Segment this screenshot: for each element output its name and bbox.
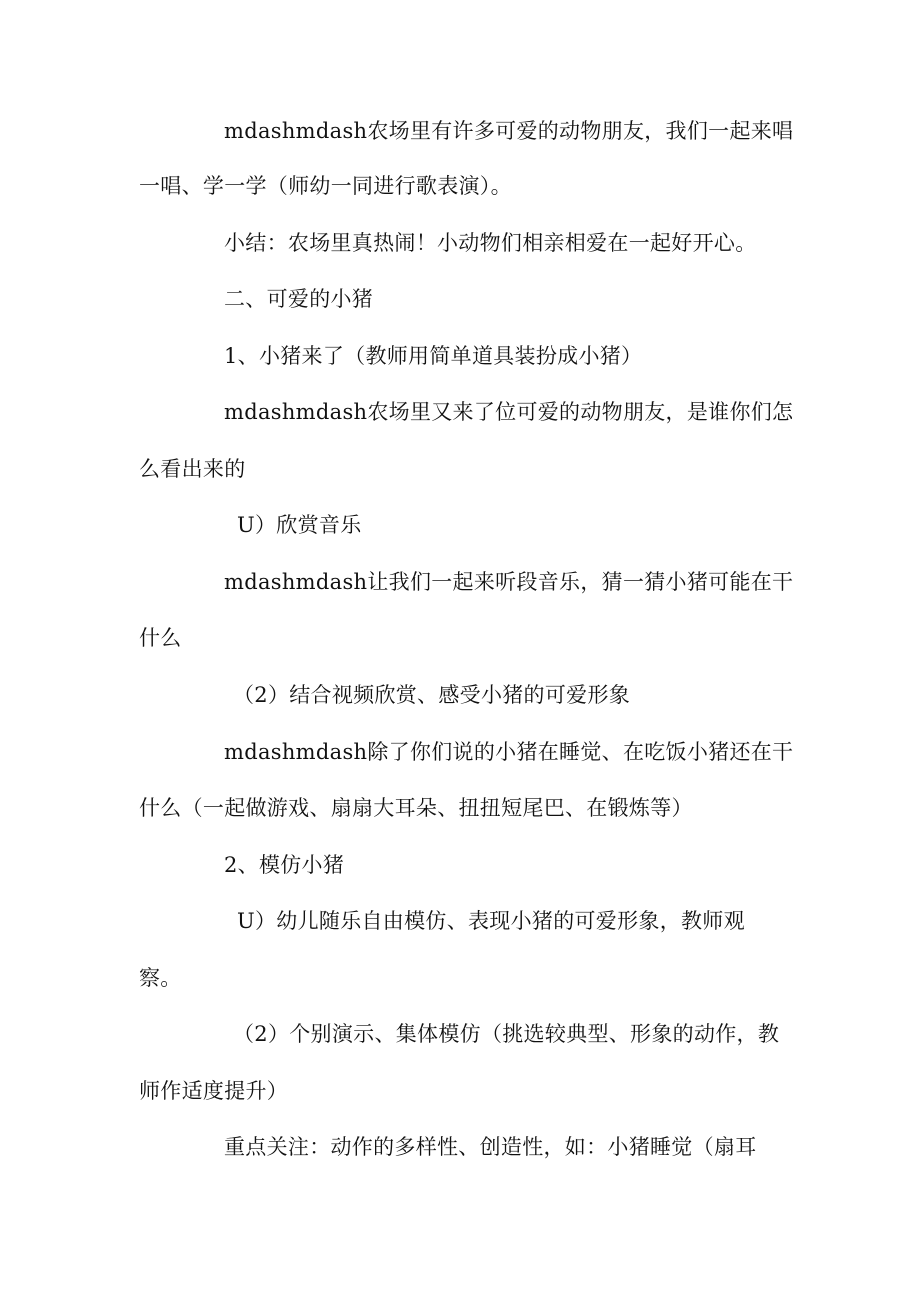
paragraph-line: （2）个别演示、集体模仿（挑选较典型、形象的动作，教 [233,1022,780,1046]
paragraph-line: mdashmdash除了你们说的小猪在睡觉、在吃饭小猪还在干 [224,740,794,764]
paragraph-line: 察。 [139,966,182,990]
paragraph-line: 师作适度提升） [139,1079,289,1103]
paragraph-line: mdashmdash农场里又来了位可爱的动物朋友，是谁你们怎 [224,400,794,424]
list-item-heading: （2）结合视频欣赏、感受小猪的可爱形象 [233,683,631,707]
section-heading: 二、可爱的小猪 [224,287,374,311]
paragraph-line: 什么（一起做游戏、扇扇大耳朵、扭扭短尾巴、在锻炼等） [139,796,693,820]
paragraph-line: U）幼儿随乐自由模仿、表现小猪的可爱形象，教师观 [237,909,745,933]
paragraph-line: 一唱、学一学（师幼一同进行歌表演）。 [139,174,512,198]
subsection-heading: 1、小猪来了（教师用简单道具装扮成小猪） [224,344,643,368]
list-item-heading: U）欣赏音乐 [237,513,362,537]
subsection-heading: 2、模仿小猪 [224,853,345,877]
paragraph-line: mdashmdash农场里有许多可爱的动物朋友，我们一起来唱 [224,119,794,143]
paragraph-line: mdashmdash让我们一起来听段音乐，猜一猜小猪可能在干 [224,570,794,594]
paragraph-line: 什么 [139,626,182,650]
paragraph-line: 么看出来的 [139,457,246,481]
paragraph-line: 重点关注：动作的多样性、创造性，如：小猪睡觉（扇耳 [224,1135,757,1159]
paragraph-line: 小结：农场里真热闹！小动物们相亲相爱在一起好开心。 [224,231,757,255]
